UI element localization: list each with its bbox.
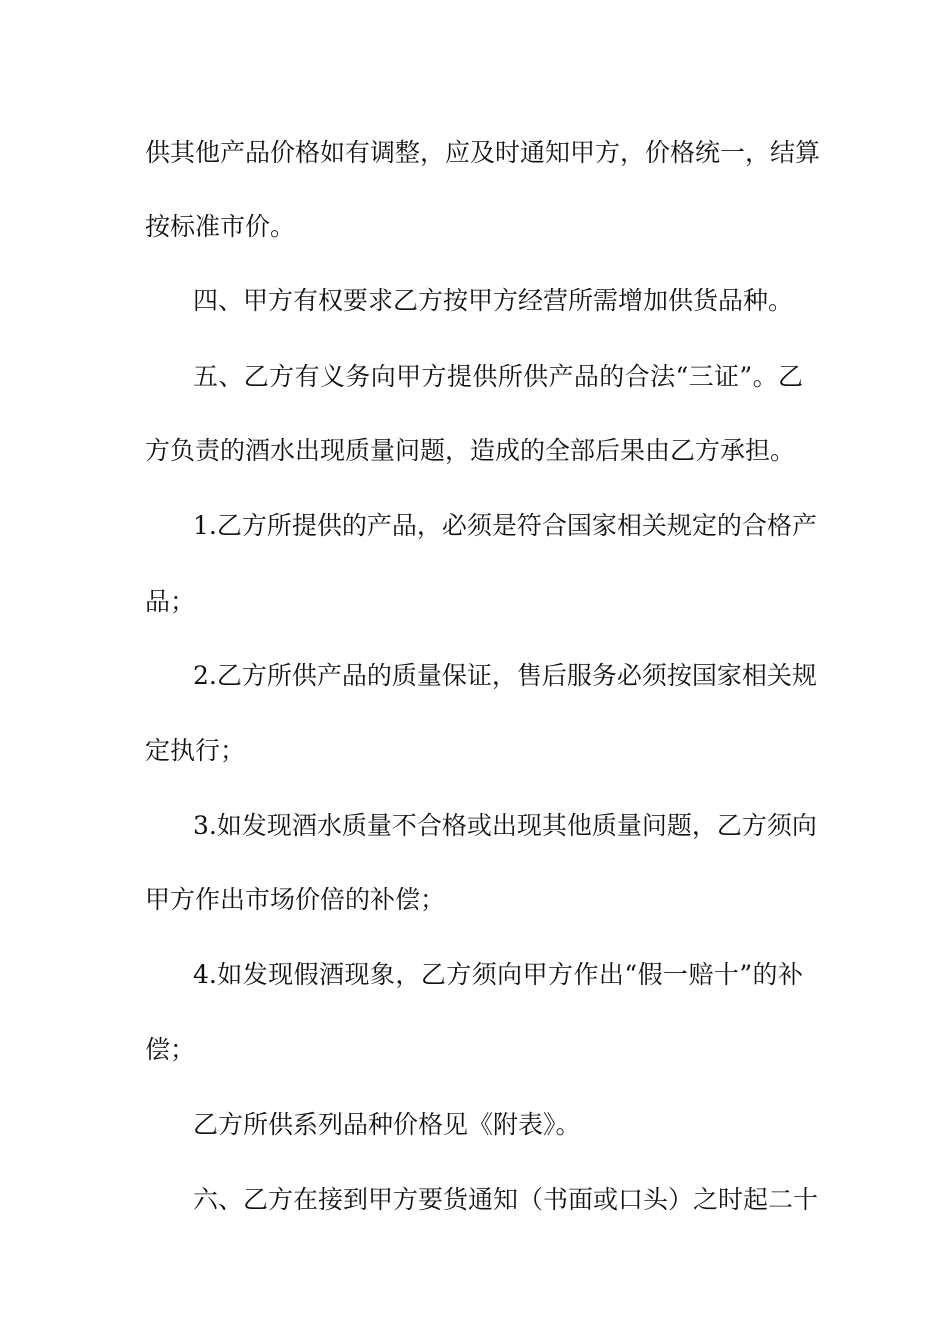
- paragraph-line: 4.如发现假酒现象，乙方须向甲方作出“假一赔十”的补: [193, 960, 803, 989]
- paragraph-line: 3.如发现酒水质量不合格或出现其他质量问题，乙方须向: [193, 811, 817, 840]
- paragraph-line: 甲方作出市场价倍的补偿；: [145, 885, 446, 914]
- paragraph-line: 供其他产品价格如有调整，应及时通知甲方，价格统一，结算: [145, 138, 821, 167]
- paragraph-line: 四、甲方有权要求乙方按甲方经营所需增加供货品种。: [193, 286, 794, 315]
- paragraph-line: 六、乙方在接到甲方要货通知（书面或口头）之时起二十: [193, 1185, 819, 1214]
- paragraph-line: 品；: [145, 587, 196, 616]
- paragraph-line: 1.乙方所提供的产品，必须是符合国家相关规定的合格产: [193, 511, 817, 540]
- paragraph-line: 按标准市价。: [145, 212, 296, 241]
- paragraph-line: 偿；: [145, 1035, 196, 1064]
- paragraph-line: 定执行；: [145, 736, 246, 765]
- paragraph-line: 五、乙方有义务向甲方提供所供产品的合法“三证”。乙: [193, 362, 803, 391]
- paragraph-line: 2.乙方所供产品的质量保证，售后服务必须按国家相关规: [193, 661, 817, 690]
- paragraph-line: 乙方所供系列品种价格见《附表》。: [193, 1110, 581, 1139]
- paragraph-line: 方负责的酒水出现质量问题，造成的全部后果由乙方承担。: [145, 436, 796, 465]
